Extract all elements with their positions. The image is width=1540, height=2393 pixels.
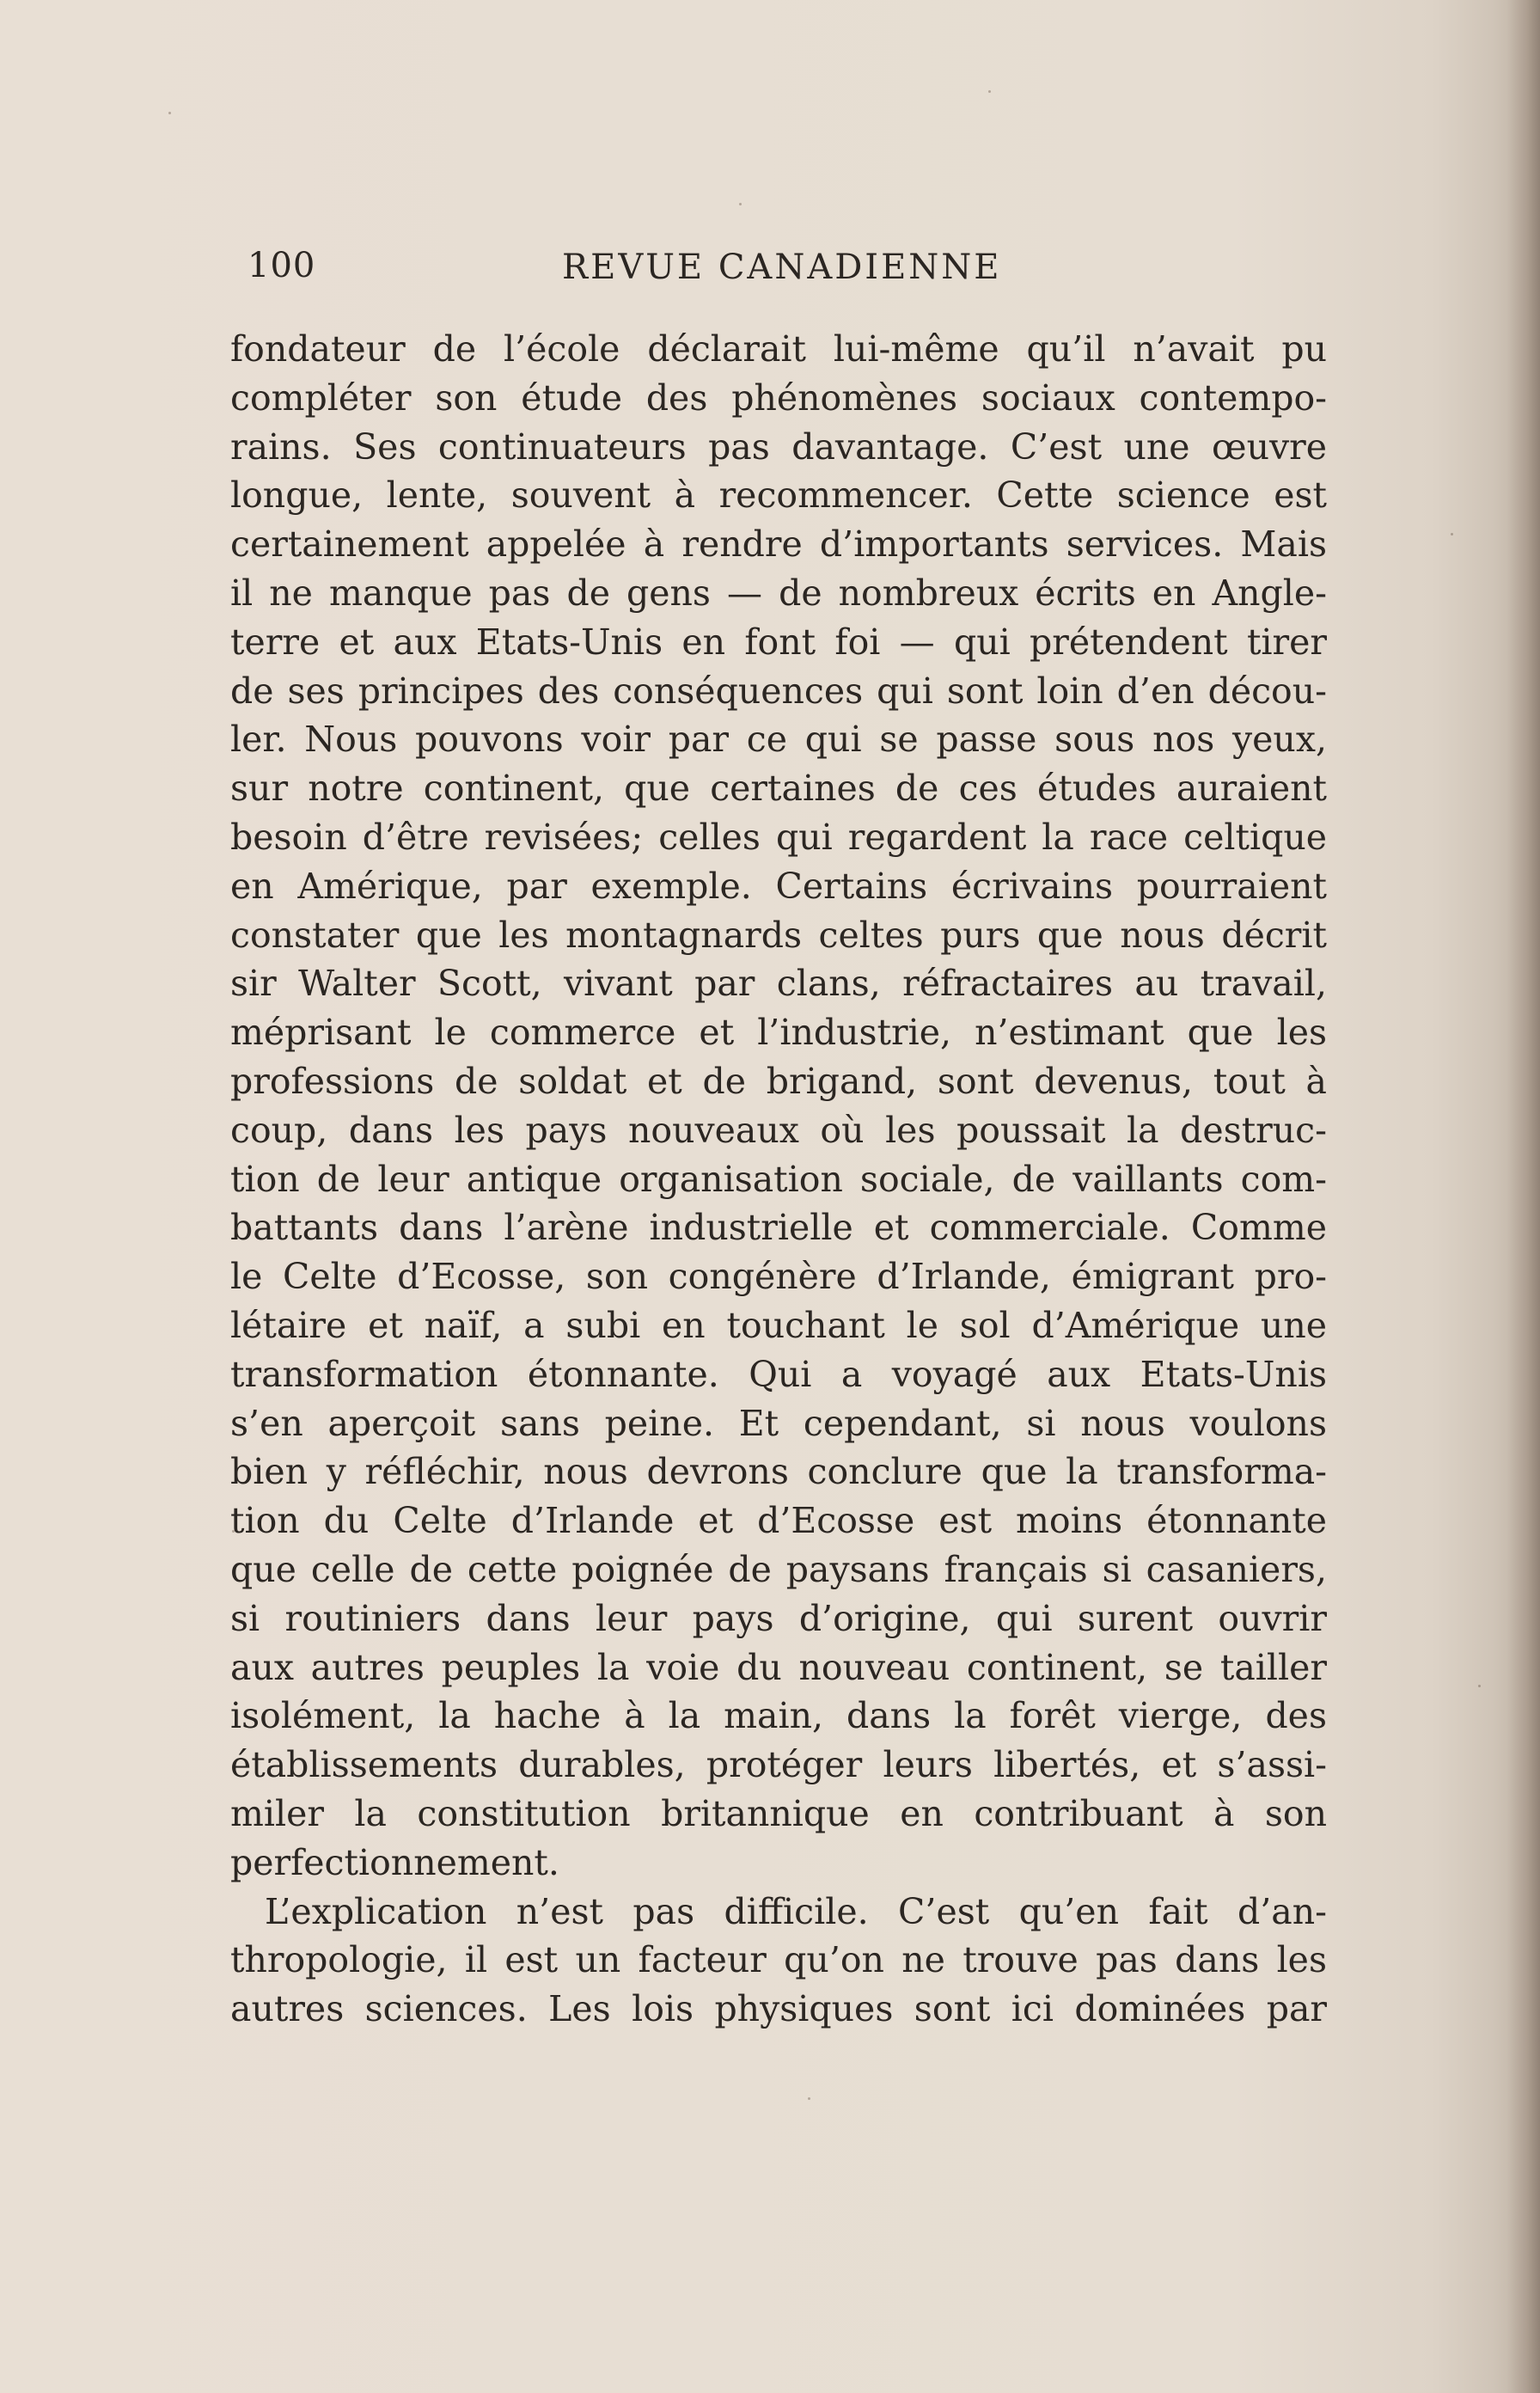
text-line: transformation étonnante. Qui a voyagé aux Etats-Unis [230,1353,1327,1395]
paper-speck [168,112,171,114]
text-line: terre et aux Etats-Unis en font foi — qui prétendent tirer [230,621,1327,663]
text-line: méprisant le commerce et l’industrie, n’estimant que les [230,1012,1327,1054]
body-text [230,325,1327,2034]
paper-speck [739,203,742,205]
text-line: thropologie, il est un facteur qu’on ne trouve pas dans les [230,1939,1327,1981]
text-line: besoin d’être revisées; celles qui regardent la race celtique [230,816,1327,858]
paper-speck [988,90,991,93]
page-header [248,246,1323,297]
text-line: L’explication n’est pas difficile. C’est qu’en fait d’an- [265,1890,1327,1932]
text-line: ler. Nous pouvons voir par ce qui se passe sous nos yeux, [230,719,1327,761]
text-line: il ne manque pas de gens — de nombreux écrits en Angle- [230,572,1327,614]
text-line: autres sciences. Les lois physiques sont ici dominées par [230,1988,1327,2030]
text-line: sur notre continent, que certaines de ces études auraient [230,768,1327,810]
text-line: aux autres peuples la voie du nouveau continent, se tailler [230,1646,1327,1688]
text-line: en Amérique, par exemple. Certains écrivains pourraient [230,865,1327,907]
text-line: coup, dans les pays nouveaux où les poussait la destruc- [230,1109,1327,1151]
page-edge-shadow [1507,0,1540,2393]
text-line: compléter son étude des phénomènes sociaux contempo- [230,376,1327,419]
paper-speck [1478,1685,1481,1687]
text-line: bien y réfléchir, nous devrons conclure que la transforma- [230,1451,1327,1493]
text-line: létaire et naïf, a subi en touchant le sol d’Amérique une [230,1304,1327,1346]
text-line: si routiniers dans leur pays d’origine, qui surent ouvrir [230,1597,1327,1639]
text-line: longue, lente, souvent à recommencer. Cette science est [230,474,1327,517]
page-number: 100 [248,246,316,285]
text-line: de ses principes des conséquences qui sont loin d’en décou- [230,670,1327,712]
running-title: REVUE CANADIENNE [562,248,1002,287]
text-line: constater que les montagnards celtes purs que nous décrit [230,914,1327,956]
text-line: fondateur de l’école déclarait lui-même qu’il n’avait pu [230,328,1327,370]
text-line: isolément, la hache à la main, dans la forêt vierge, des [230,1695,1327,1737]
text-line: certainement appelée à rendre d’importants services. Mais [230,523,1327,566]
paper-speck [1451,533,1453,536]
text-line: battants dans l’arène industrielle et commerciale. Comme [230,1207,1327,1249]
text-line: miler la constitution britannique en contribuant à son [230,1792,1327,1834]
text-line: sir Walter Scott, vivant par clans, réfractaires au travail, [230,963,1327,1005]
text-line: tion du Celte d’Irlande et d’Ecosse est moins étonnante [230,1500,1327,1542]
text-line: s’en aperçoit sans peine. Et cependant, si nous voulons [230,1402,1327,1444]
text-line: rains. Ses continuateurs pas davantage. C’est une œuvre [230,425,1327,468]
text-line: établissements durables, protéger leurs libertés, et s’assi- [230,1744,1327,1786]
text-line: professions de soldat et de brigand, sont devenus, tout à [230,1060,1327,1102]
text-line: que celle de cette poignée de paysans français si casaniers, [230,1548,1327,1590]
paper-speck [808,2097,810,2100]
text-line: le Celte d’Ecosse, son congénère d’Irlande, émigrant pro- [230,1256,1327,1298]
text-line: tion de leur antique organisation sociale, de vaillants com- [230,1158,1327,1200]
text-line: perfectionnement. [230,1841,559,1883]
